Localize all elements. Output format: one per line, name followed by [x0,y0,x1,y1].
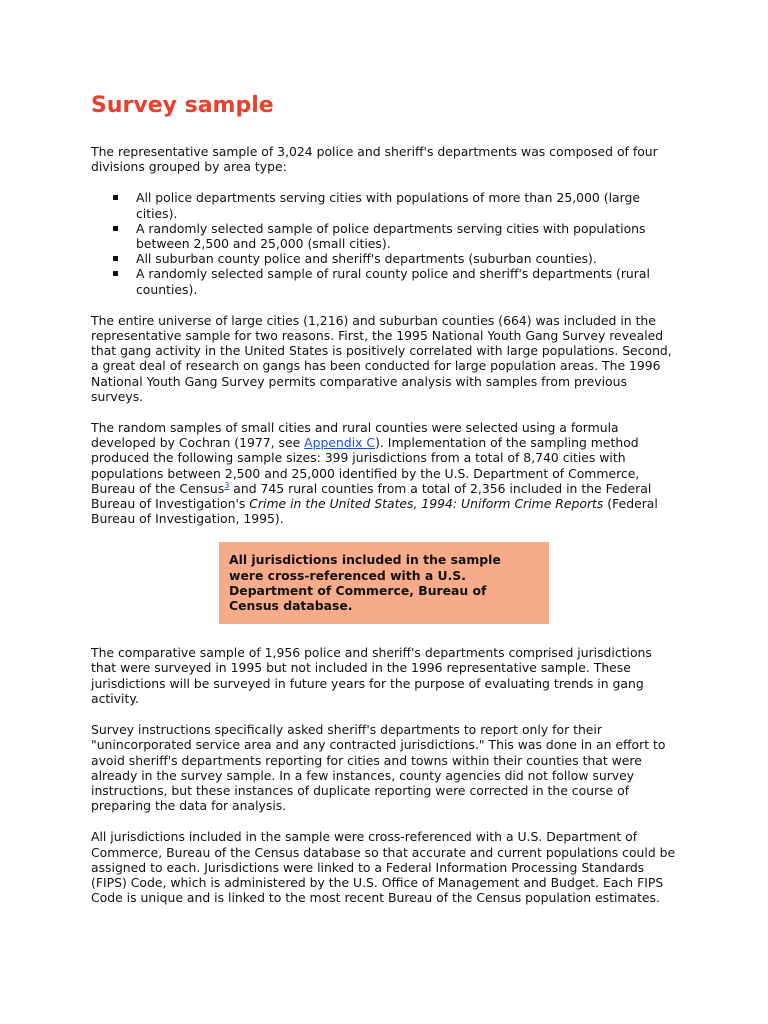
random-samples-paragraph [91,420,676,526]
appendix-c-link[interactable]: Appendix C [304,435,376,451]
comparative-paragraph: The comparative sample of 1,956 police and sheriff's departments comprised jurisdictions that were surveyed in 1995 but not included in the 1996 representative sample. These jurisdictions will be surveyed in future years for the purpose of evaluating trends in gang activity. [91,645,652,706]
random-text-2: ). Implementation of the sampling method produced the following sample sizes: 399 jurisdictions from a total of 8,740 cities with populations between 2,500 and 25,000 identified by the U.S. Department of Commerce, Bureau of the Census [91,435,640,496]
fips-paragraph: All jurisdictions included in the sample were cross-referenced with a U.S. Department of Commerce, Bureau of the Census database so that accurate and current populations could be assigned to each. Jurisdictions were linked to a Federal Information Processing Standards (FIPS) Code, which is administered by the U.S. Office of Management and Budget. Each FIPS Code is unique and is linked to the most recent Bureau of the Census population estimates. [91,829,676,906]
random-text-3: and 745 rural counties from a total of 2,356 included in the Federal Bureau of Investigation's [91,480,652,512]
list-item: All police departments serving cities with populations of more than 25,000 (large cities). [136,190,676,220]
callout-box: All jurisdictions included in the sample were cross-referenced with a U.S. Department of Commerce, Bureau of Census database. [219,542,549,624]
intro-paragraph: The representative sample of 3,024 police and sheriff's departments was composed of four divisions grouped by area type: [91,144,658,175]
footnote-3-link[interactable]: 3 [224,480,230,490]
list-item: A randomly selected sample of rural county police and sheriff's departments (rural counties). [136,266,676,296]
list-item: A randomly selected sample of police departments serving cities with populations between 2,500 and 25,000 (small cities). [136,221,676,251]
universe-paragraph: The entire universe of large cities (1,216) and suburban counties (664) was included in the representative sample for two reasons. First, the 1995 National Youth Gang Survey revealed that gang activity in the United States is positively correlated with large populations. Second, a great deal of research on gangs has been conducted for large population areas. The 1996 National Youth Gang Survey permits comparative analysis with samples from previous surveys. [91,312,672,404]
area-type-list [91,190,676,296]
random-text-1: The random samples of small cities and rural counties were selected using a formula developed by Cochran (1977, see [91,420,619,451]
list-item: All suburban county police and sheriff's departments (suburban counties). [136,251,676,266]
page-title: Survey sample [91,93,274,118]
random-text-4: (Federal Bureau of Investigation, 1995). [91,496,658,527]
report-title: Crime in the United States, 1994: Uniform Crime Reports [249,496,604,512]
instructions-paragraph: Survey instructions specifically asked sheriff's departments to report only for their "unincorporated service area and any contracted jurisdictions." This was done in an effort to avoid sheriff's departments reporting for cities and towns within their counties that were already in the survey sample. In a few instances, county agencies did not follow survey instructions, but these instances of duplicate reporting were corrected in the course of preparing the data for analysis. [91,722,666,814]
document-page [91,92,676,921]
